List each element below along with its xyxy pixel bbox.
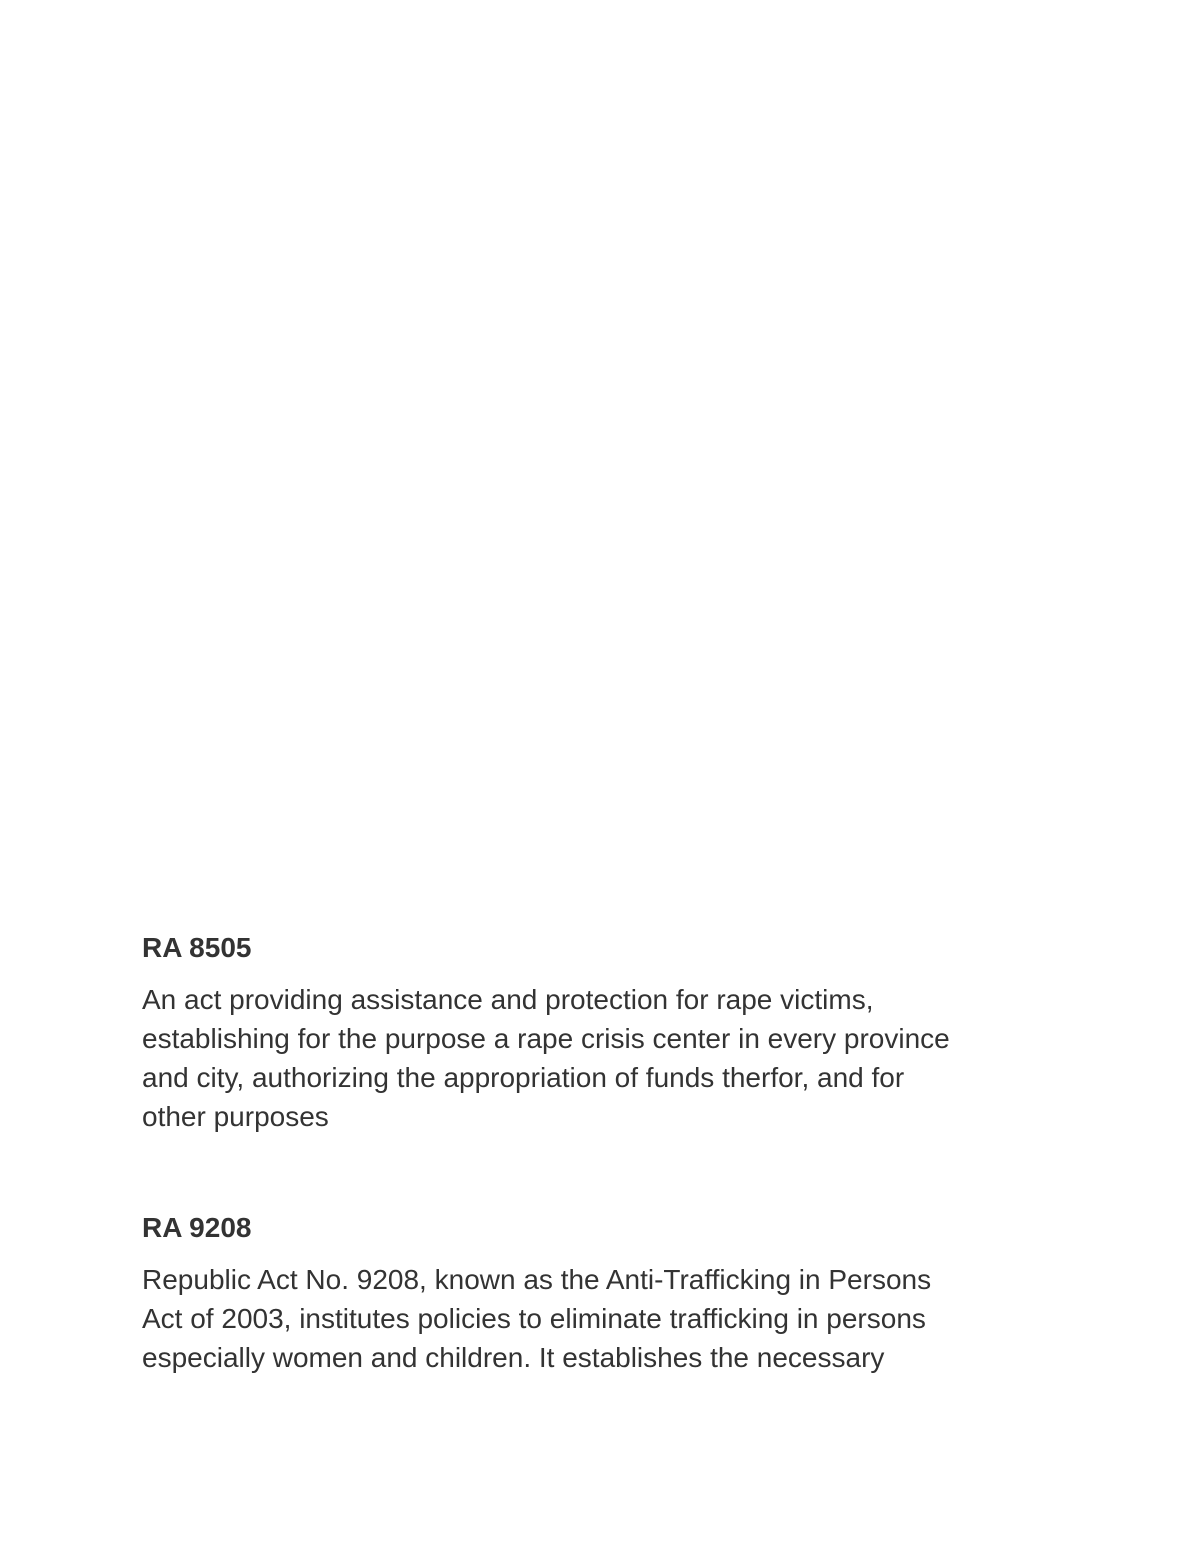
- body-line: An act providing assistance and protection for rape victims,: [142, 984, 874, 1015]
- section-ra-9208: [142, 1208, 1082, 1377]
- body-line: other purposes: [142, 1101, 329, 1132]
- body-line: and city, authorizing the appropriation of funds therfor, and for: [142, 1062, 905, 1093]
- section-heading: RA 9208: [142, 1212, 252, 1243]
- body-line: Act of 2003, institutes policies to eliminate trafficking in persons: [142, 1303, 926, 1334]
- section-ra-8505: [142, 928, 1082, 1136]
- section-body: [142, 1260, 1082, 1377]
- section-body: [142, 980, 1082, 1136]
- section-heading: RA 8505: [142, 932, 252, 963]
- body-line: Republic Act No. 9208, known as the Anti-Trafficking in Persons: [142, 1264, 932, 1295]
- body-line: especially women and children. It establishes the necessary: [142, 1342, 885, 1373]
- body-line: establishing for the purpose a rape crisis center in every province: [142, 1023, 950, 1054]
